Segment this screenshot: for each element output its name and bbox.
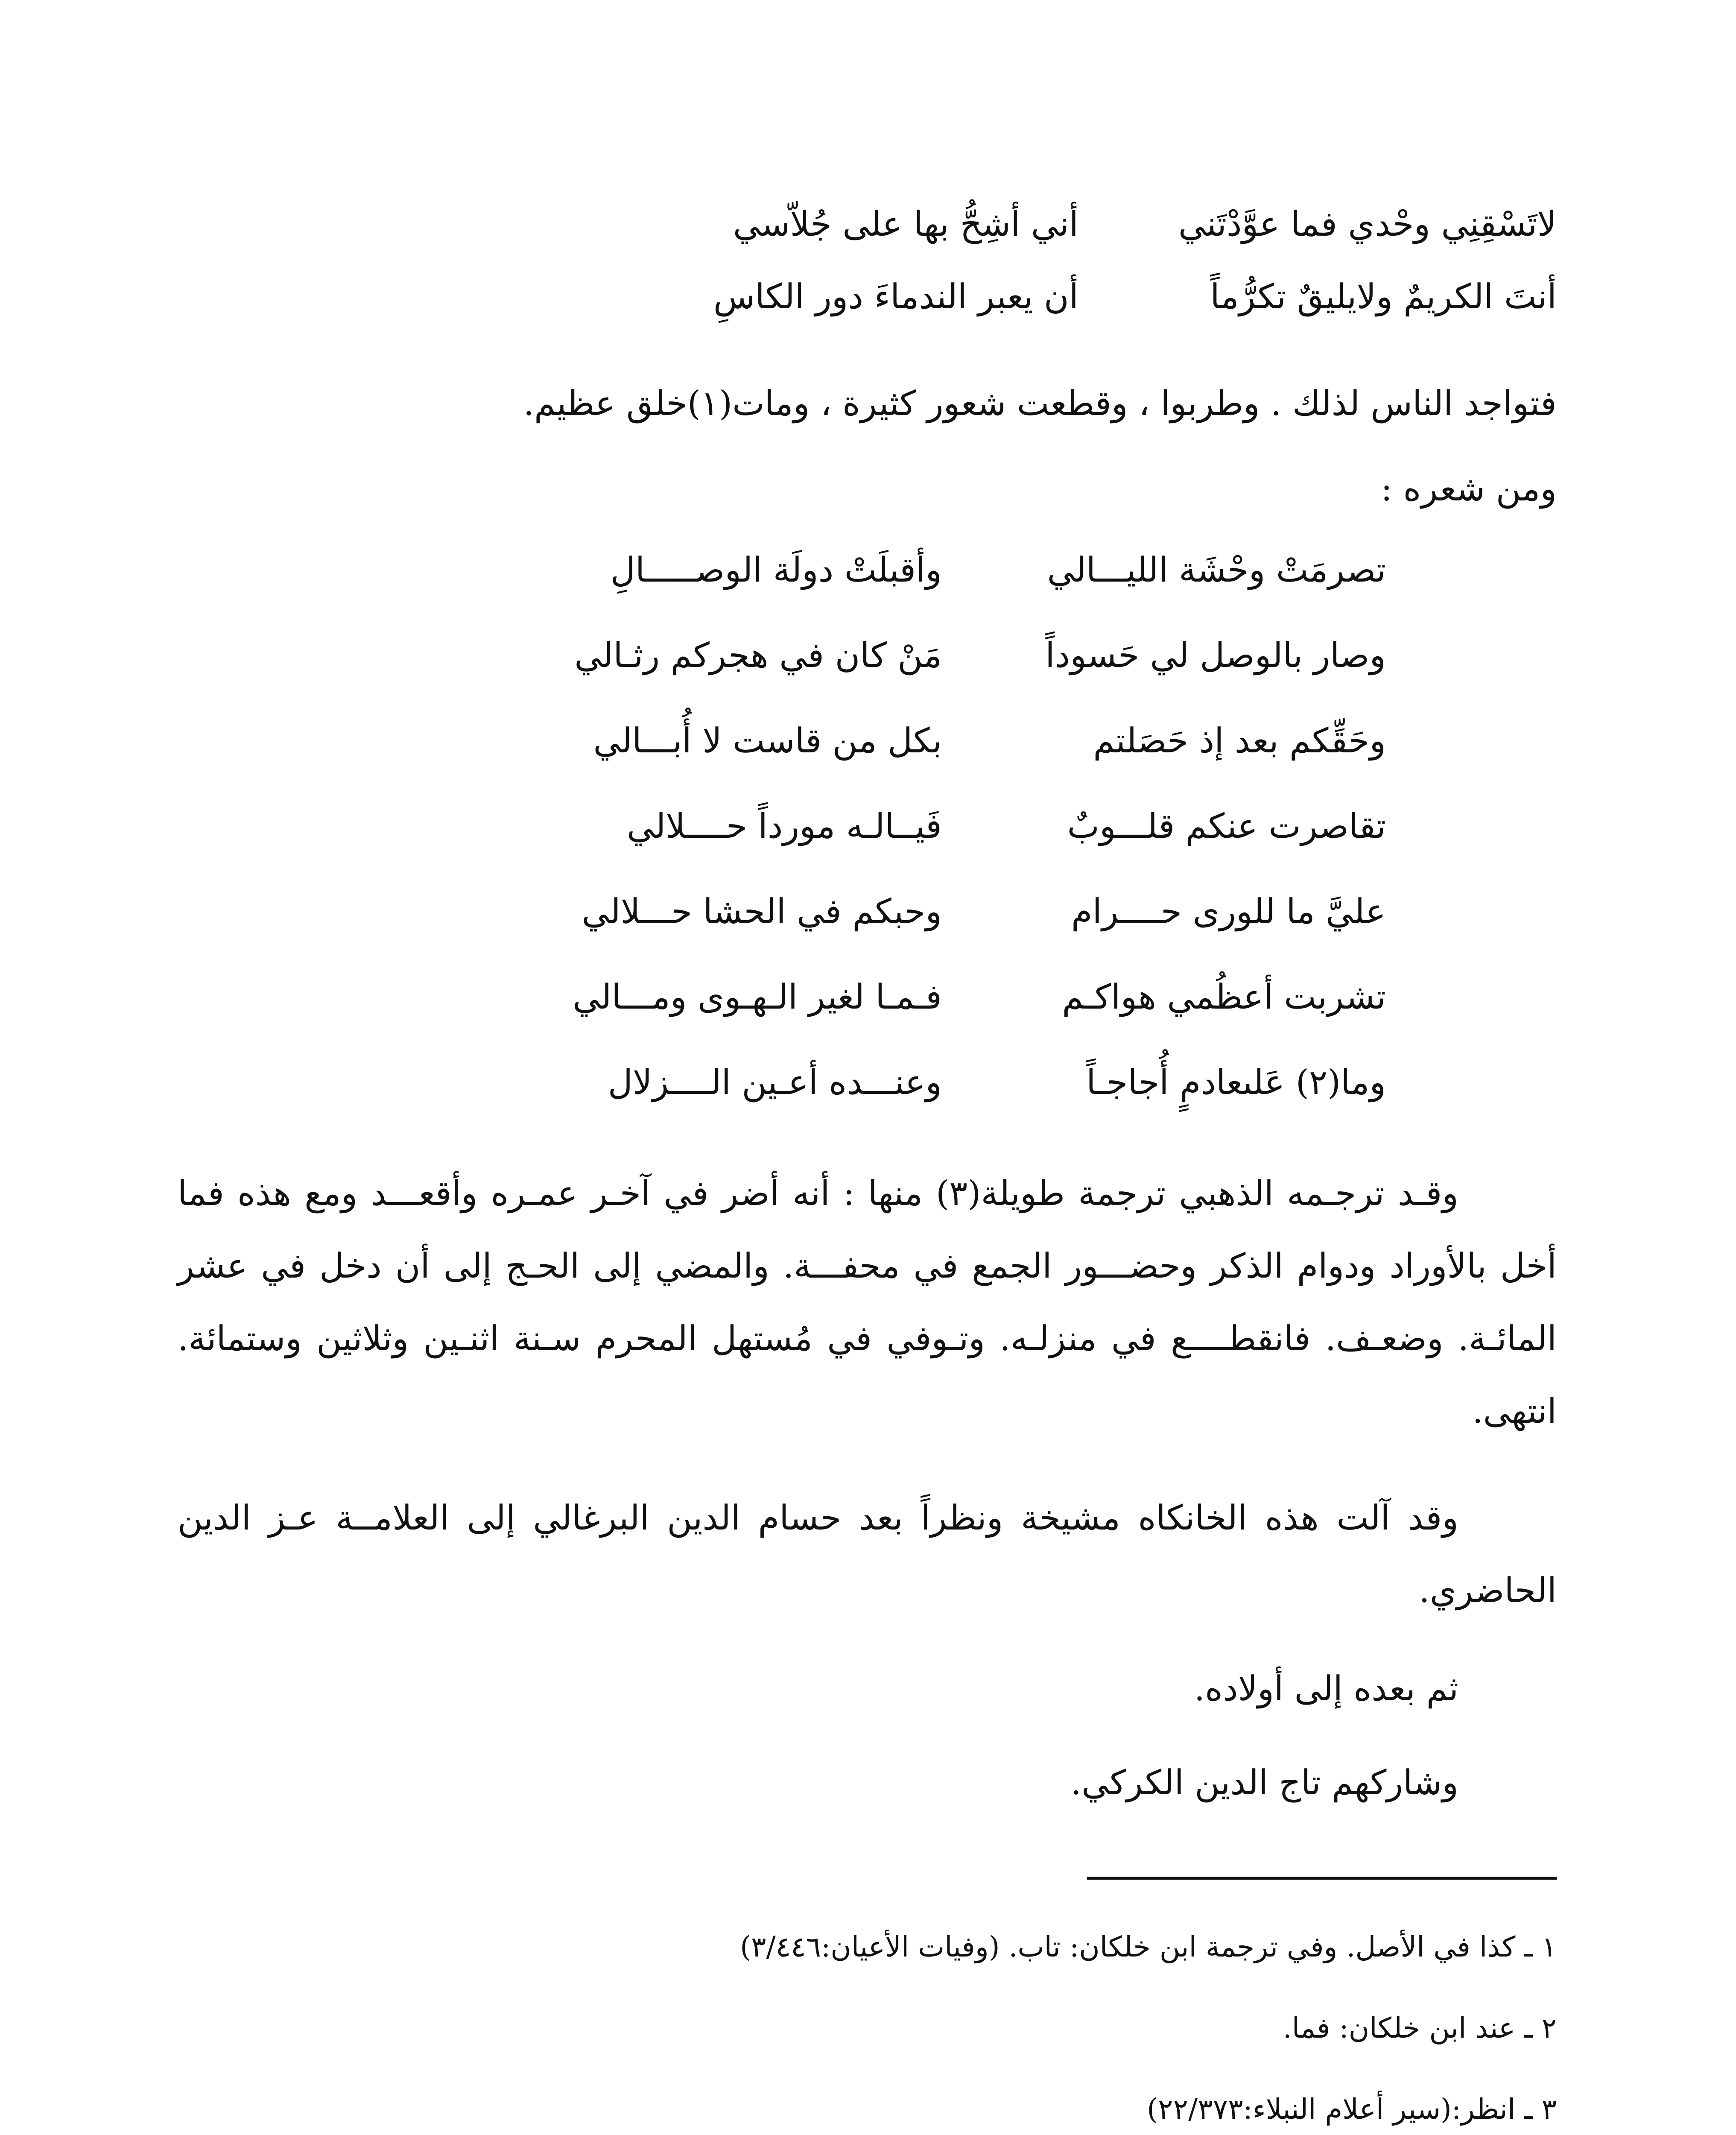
poem-verses [276,534,1386,1132]
verse-line [178,260,1557,333]
verse-first-hemistich: تشربت أعظُمي هواكـم [1062,977,1386,1017]
footnote-separator [1087,1877,1557,1880]
verse-line [276,534,1386,606]
verse-line [276,961,1386,1033]
paragraph-wajd: فتواجد الناس لذلك . وطربوا ، وقطعت شعور كثيرة ، ومات(١)خلق عظيم. [523,383,1557,423]
verse-line [178,188,1557,260]
footnote-3: ٣ ـ انظر:(سير أعلام النبلاء:٢٢/٣٧٣) [1147,2093,1557,2126]
verse-second-hemistich: أني أشِحُّ بها على جُلاّسي [733,204,1078,244]
verse-second-hemistich: أن يعبر الندماءَ دور الكاسِ [713,277,1078,316]
verse-first-hemistich: وحَقِّكم بعد إذ حَصَلتم [1093,721,1386,760]
min-shiirih-heading: ومن شعره : [1381,469,1557,509]
verse-first-hemistich: عليَّ ما للورى حــــرام [1071,892,1386,931]
verse-second-hemistich: بكل من قاست لا أُبـــالي [593,721,942,760]
verse-second-hemistich: وأقبلَتْ دولَة الوصـــــالِ [610,550,942,590]
verse-second-hemistich: وحبكم في الحشا حـــلالي [582,892,942,931]
verse-second-hemistich: وعنـــده أعـين الــــزلال [608,1062,942,1102]
verse-first-hemistich: تصرمَتْ وحْشَة الليـــالي [1047,550,1386,590]
verse-first-hemistich: تقاصرت عنكم قلـــوبٌ [1067,806,1386,846]
line-taj: وشاركهم تاج الدين الكركي. [1070,1763,1458,1802]
verse-first-hemistich: وصار بالوصل لي حَسوداً [1045,635,1386,675]
line-awlad: ثم بعده إلى أولاده. [1194,1669,1458,1708]
verse-second-hemistich: فَيــالـه مورداً حــــلالي [627,806,942,846]
footnote-2: ٢ ـ عند ابن خلكان: فما. [1283,2012,1557,2044]
verse-first-hemistich: أنتَ الكريمٌ ولايليقٌ تكرُّماً [1210,277,1557,316]
verse-line [276,619,1386,692]
paragraph-khanqah: وقد آلت هذه الخانكاه مشيخة ونظراً بعد حسام الدين البرغالي إلى العلامــة عـز الدين الحاضري. [178,1498,1557,1610]
verse-first-hemistich: وما(٢) عَلىعادمٍ أُجاجـاً [1086,1062,1386,1102]
verse-line [276,705,1386,777]
verse-second-hemistich: فـمـا لغير الـهـوى ومـــالي [573,977,942,1017]
opening-verses [178,188,1557,333]
verse-first-hemistich: لاتَسْقِنِي وحْدي فما عوَّدْتَني [1178,204,1557,244]
paragraph-dhahabi: وقـد ترجـمه الذهبي ترجمة طويلة(٣) منها : أنه أضر في آخـر عمـره وأقعـــد ومع هذه فما أخل بالأوراد ودوام الذكر وحضـــور الجمع في محفـــة. والمضي إلى الحـج إلى أن دخل في عشر المائـة. وضعـف. فانقطــــع في منزلـه. وتـوفي في مُستهل المحرم سـنة اثنـين وثلاثين وستمائة. انتهى. [178,1173,1557,1431]
footnote-1: ١ ـ كذا في الأصل. وفي ترجمة ابن خلكان: تاب. (وفيات الأعيان:٣/٤٤٦) [740,1930,1557,1963]
verse-line [276,875,1386,948]
verse-line [276,790,1386,863]
verse-line [276,1046,1386,1119]
verse-second-hemistich: مَنْ كان في هجركم رثـالي [574,635,942,675]
